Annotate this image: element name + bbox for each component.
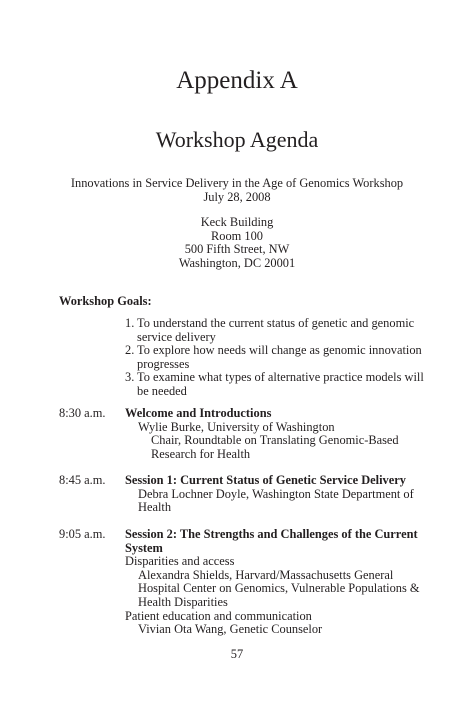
- speaker-affiliation-continued: Health Disparities: [138, 594, 228, 609]
- goal-item: [125, 317, 425, 344]
- goal-text-continued: service delivery: [137, 329, 216, 344]
- speaker-name: Wylie Burke, University of Washington: [138, 419, 335, 434]
- goal-text: To understand the current status of genetic and genomic: [137, 316, 415, 330]
- goal-item: [125, 344, 425, 371]
- page-number: 57: [230, 647, 244, 661]
- agenda-body: [125, 528, 425, 637]
- agenda-time: 9:05 a.m.: [59, 527, 106, 541]
- speaker-name-continued: Health: [138, 500, 172, 515]
- agenda-body: [125, 407, 425, 461]
- speaker-name: Alexandra Shields, Harvard/Massachusetts General: [138, 567, 394, 582]
- agenda-title-text: Session 2: The Strengths and Challenges of the Current: [125, 527, 418, 541]
- goal-text-continued: progresses: [137, 356, 190, 371]
- agenda-title-text: Welcome and Introductions: [125, 406, 272, 420]
- location-building: Keck Building: [200, 215, 274, 229]
- topic-heading: Patient education and communication: [125, 608, 312, 623]
- goals-heading: Workshop Goals:: [59, 294, 152, 308]
- topic-heading: Disparities and access: [125, 554, 235, 569]
- location-city: Washington, DC 20001: [178, 255, 296, 270]
- agenda-title-text: Session 1: Current Status of Genetic Service Delivery: [125, 473, 406, 487]
- goal-text: To examine what types of alternative practice models will: [137, 370, 424, 384]
- speaker-name: Vivian Ota Wang, Genetic Counselor: [138, 622, 323, 637]
- goal-item: [125, 371, 425, 398]
- speaker-name: Debra Lochner Doyle, Washington State Department of: [138, 486, 414, 501]
- agenda-title-text-continued: System: [125, 540, 163, 555]
- agenda-title: Workshop Agenda: [155, 127, 319, 152]
- agenda-body: [125, 474, 425, 515]
- agenda-time: 8:30 a.m.: [59, 406, 106, 420]
- workshop-date: July 28, 2008: [203, 189, 271, 204]
- goal-number: 1.: [125, 316, 135, 330]
- workshop-name: Innovations in Service Delivery in the Age of Genomics Workshop: [70, 176, 404, 190]
- goal-text: To explore how needs will change as genomic innovation: [137, 343, 422, 357]
- speaker-affiliation: Hospital Center on Genomics, Vulnerable Populations &: [138, 581, 420, 596]
- location-room: Room 100: [211, 228, 263, 243]
- appendix-title: Appendix A: [176, 67, 298, 94]
- goal-text-continued: be needed: [137, 383, 187, 398]
- goal-number: 2.: [125, 343, 135, 357]
- agenda-time: 8:45 a.m.: [59, 473, 106, 487]
- workshop-location: [0, 216, 474, 270]
- location-street: 500 Fifth Street, NW: [184, 242, 290, 256]
- speaker-role-continued: Research for Health: [151, 446, 251, 461]
- speaker-role: Chair, Roundtable on Translating Genomic-Based: [151, 433, 399, 448]
- workshop-subtitle: [0, 177, 474, 204]
- goal-number: 3.: [125, 370, 135, 384]
- goals-list: [125, 317, 425, 398]
